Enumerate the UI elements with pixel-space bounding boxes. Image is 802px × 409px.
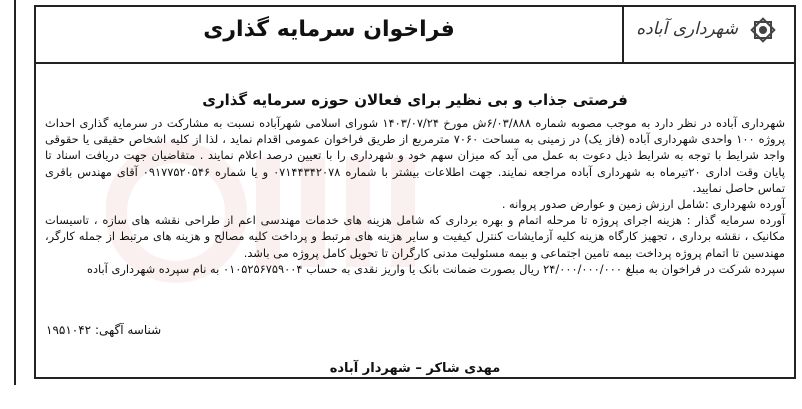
- body-paragraph-intro: شهرداری آباده در نظر دارد به موجب مصوبه شماره ۶/۰۳/۸۸۸ش مورخ ۱۴۰۳/۰۷/۲۴ شورای اسلامی شهرآباده نسبت به مشارکت در سرمایه گذاری احداث پروژه ۱۰۰ واحدی شهرداری آباده (فاز یک) در زمینی به مساحت ۷۰۶۰ مترمربع از طریق فراخوان عمومی اقدام نماید ، لذا از کلیه اشخاص حقیقی یا حقوقی واجد شرایط با توجه به شرایط ذیل دعوت به عمل می آید که میزان سهم خود و شهرداری را با تعیین درصد اعلام نمایند . متقاضیان جهت دریافت اسناد تا پایان وقت اداری ۲۰تیرماه به شهرداری آباده مراجعه نمایند. جهت اطلاعات بیشتر با شماره ۰۷۱۴۴۳۴۲۰۷۸ و یا شماره ۰۹۱۷۷۵۲۰۵۴۶ آقای مهندس باقری تماس حاصل نمایید.: [45, 116, 786, 195]
- logo-text: شهرداری آباده: [636, 19, 738, 39]
- signature: مهدی شاکر – شهردار آباده: [329, 361, 501, 376]
- body-paragraph-deposit: سپرده شرکت در فراخوان به مبلغ ۲۴/۰۰۰/۰۰۰/۰۰۰ ریال بصورت ضمانت بانک یا واریز نقدی به حساب ۰۱۰۵۲۵۶۷۵۹۰۰۴ به نام سپرده شهرداری آباده: [86, 261, 785, 276]
- municipality-emblem-icon: [746, 13, 780, 47]
- announcement-body: [45, 115, 785, 277]
- footer-row: [36, 323, 794, 343]
- announcement-frame: [34, 5, 796, 379]
- body-paragraph-investor-share: آورده سرمایه گذار : هزینه اجرای پروژه تا مرحله اتمام و بهره برداری که شامل هزینه های خدمات مهندسی اعم از طراحی نقشه های سازه ، تاسیسات مکانیک ، نقشه برداری ، تجهیز کارگاه هزینه کلیه آزمایشات کنترل کیفیت و سایر هزینه های مرتبط و پرداخت کلیه مصالح و هزینه های مرتبط از جمله کارگر، مهندسین تا اتمام پروژه پرداخت بیمه تامین اجتماعی و بیمه مسئولیت مدنی کارگران تا تحویل کامل پروژه می باشد.: [45, 213, 785, 260]
- left-margin-rule: [14, 0, 16, 385]
- announcement-header: [36, 7, 794, 64]
- ad-number: شناسه آگهی: ۱۹۵۱۰۴۲: [46, 323, 162, 337]
- page-title: فراخوان سرمایه گذاری: [203, 17, 455, 42]
- logo-box: [622, 7, 794, 62]
- body-paragraph-municipality-share: آورده شهرداری :شامل ارزش زمین و عوارض صدور پروانه .: [501, 197, 785, 212]
- announcement-subtitle: فرصتی جذاب و بی نظیر برای فعالان حوزه سرمایه گذاری: [202, 91, 628, 109]
